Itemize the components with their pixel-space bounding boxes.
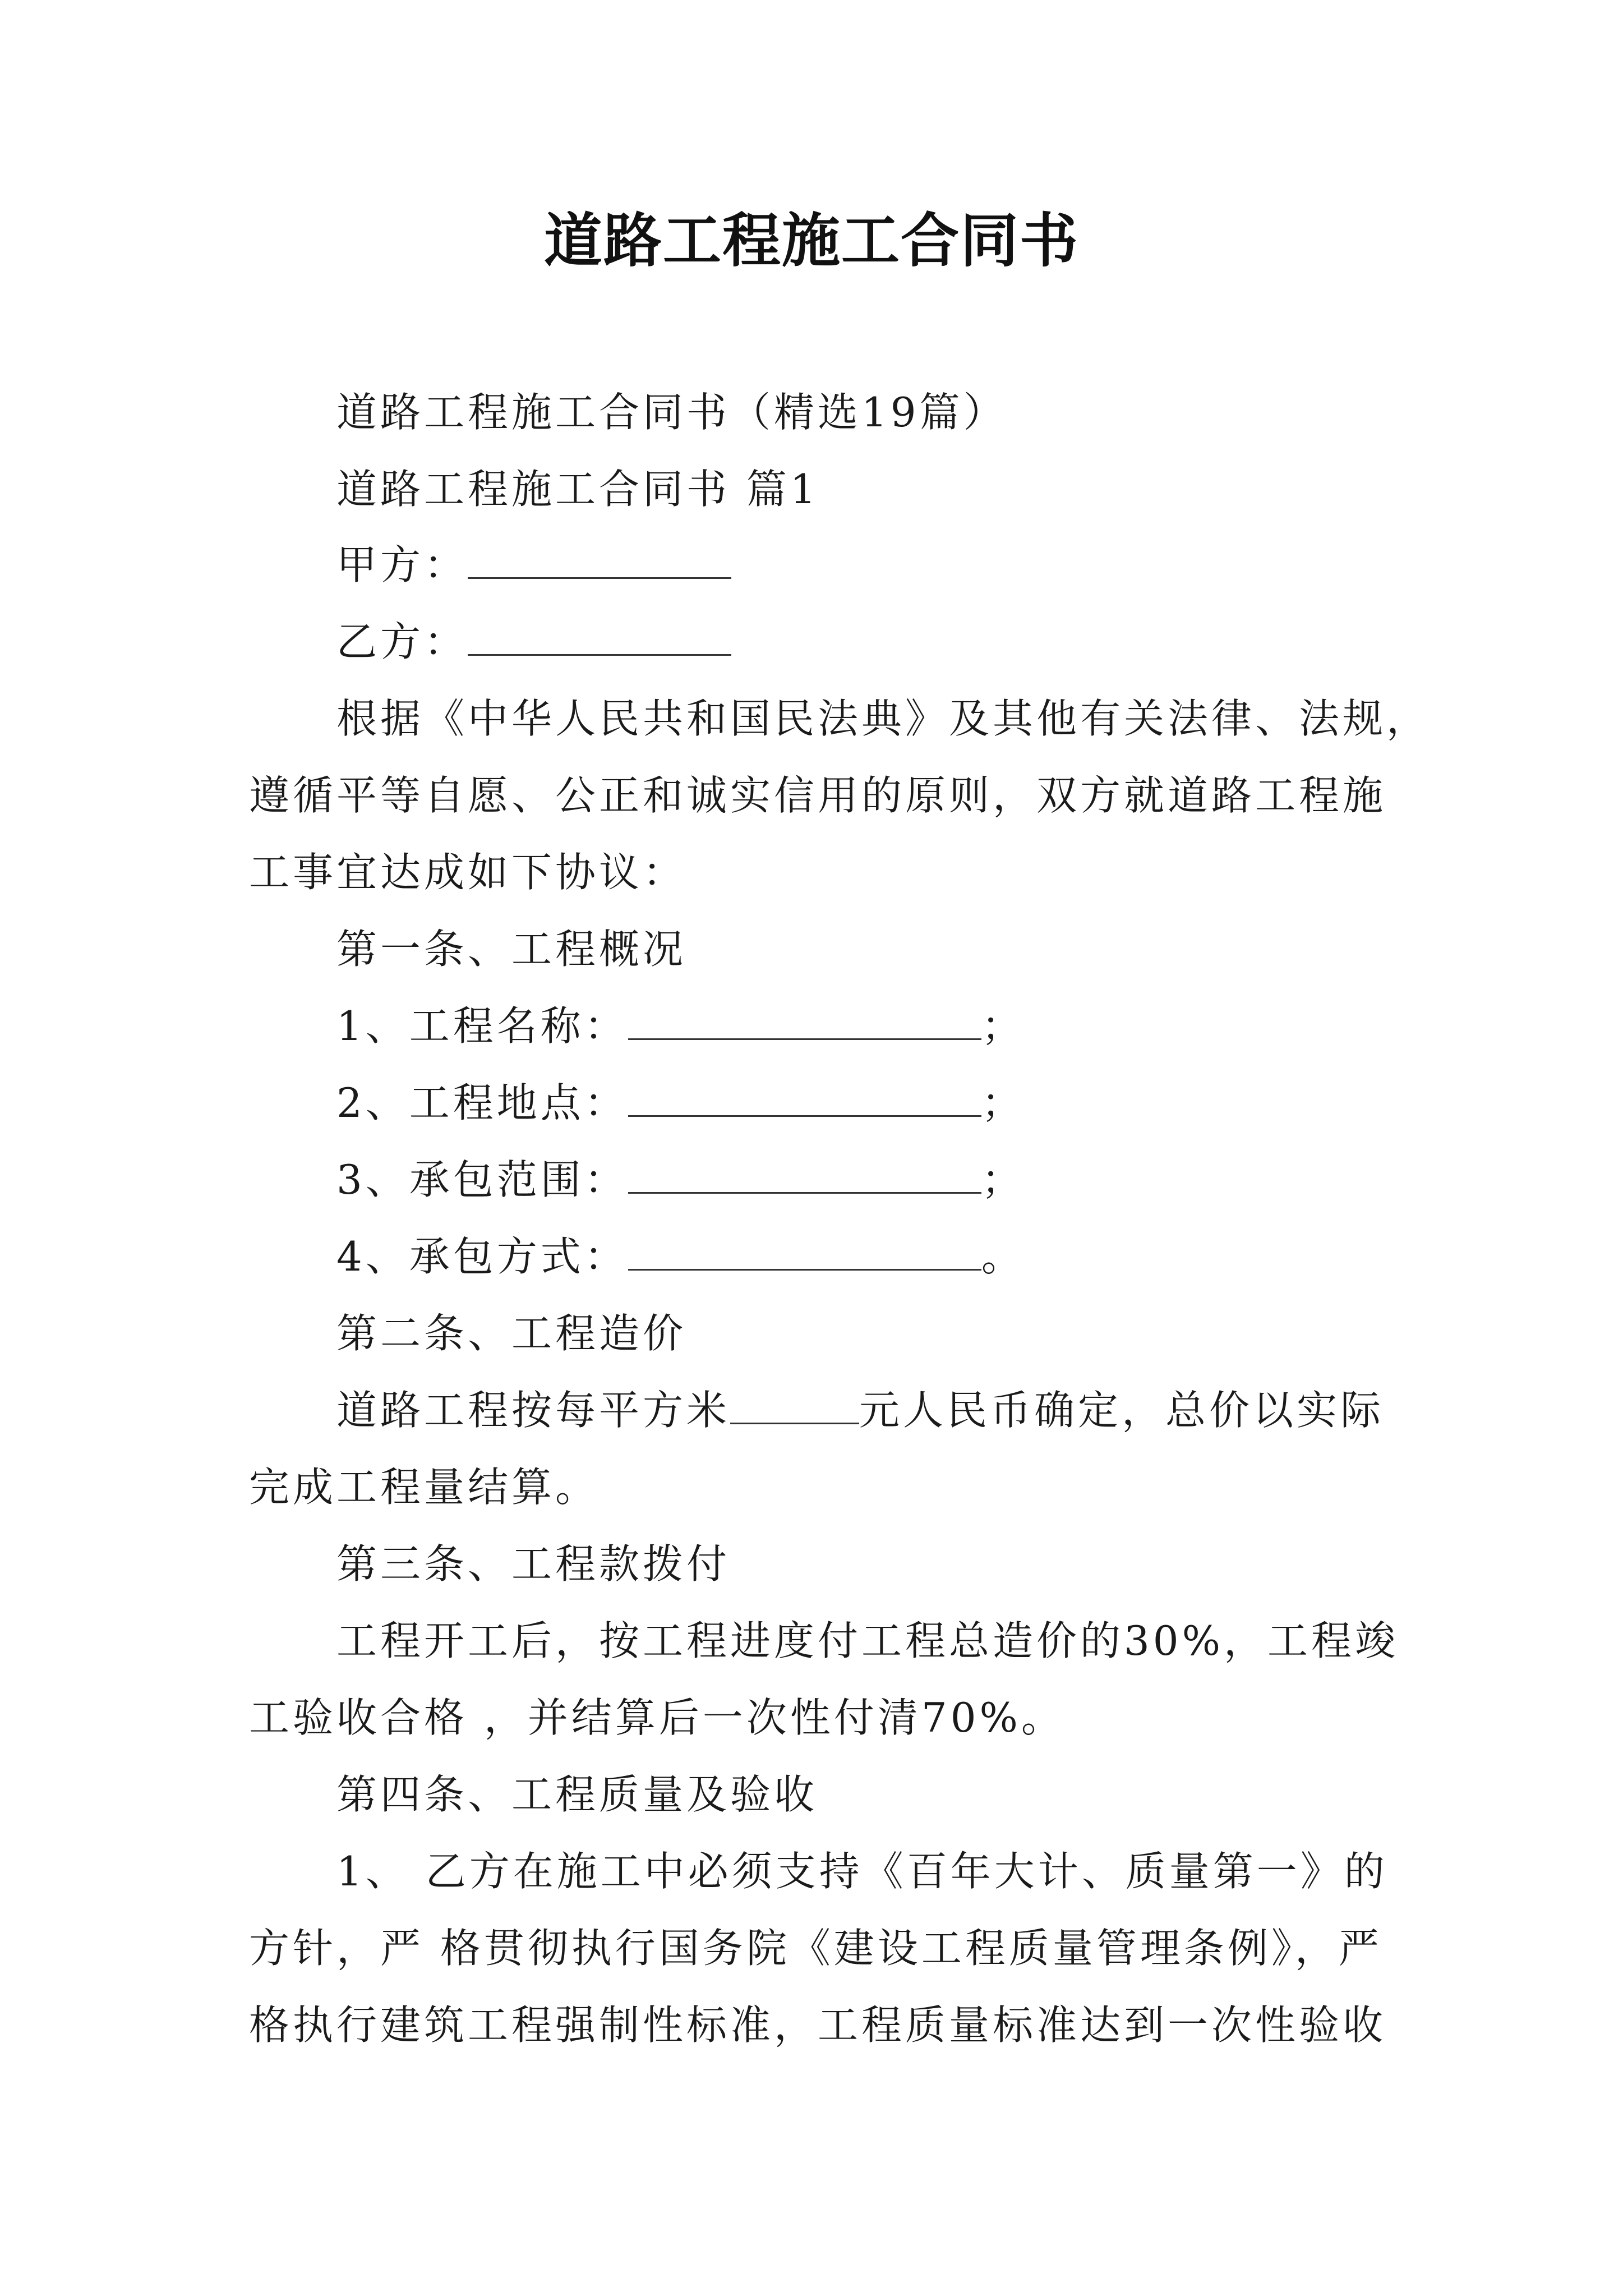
project-location-blank [628,1080,981,1117]
project-location-label: 2、工程地点： [336,1079,628,1126]
article-3-text-line-1: 工程开工后，按工程进度付工程总造价的30%，工程竣 [336,1617,1399,1664]
party-a-blank [468,542,731,579]
contract-mode-blank [628,1234,981,1271]
price-text-end: 元人民币确定，总价以实际 [859,1387,1385,1434]
article-1-heading: 第一条、工程概况 [336,926,687,973]
project-name-blank [628,1004,981,1040]
project-name-label: 1、工程名称： [336,1002,628,1050]
contract-scope-line [336,1152,1025,1208]
unit-price-blank [730,1388,859,1424]
document-title: 道路工程施工合同书 [543,206,1079,275]
contract-scope-punct: ； [981,1156,1025,1203]
contract-mode-label: 4、承包方式： [336,1233,628,1280]
contract-mode-line [336,1228,1025,1285]
price-text-start: 道路工程按每平方米 [336,1387,731,1434]
article-4-heading: 第四条、工程质量及验收 [336,1771,818,1818]
contract-mode-punct: 。 [981,1233,1025,1280]
article-3-text-line-2: 工验收合格 ，并结算后一次性付清70%。 [249,1694,1065,1741]
article-2-heading: 第二条、工程造价 [336,1310,687,1357]
party-b-line [336,614,731,670]
subtitle-part-1: 道路工程施工合同书 篇1 [336,466,819,513]
article-4-text-line-3: 格执行建筑工程强制性标准，工程质量标准达到一次性验收 [249,2001,1387,2049]
party-a-line [336,537,731,593]
article-2-text-line-2: 完成工程量结算。 [249,1464,600,1511]
preamble-line-2: 遵循平等自愿、公正和诚实信用的原则，双方就道路工程施 [249,772,1387,819]
project-name-punct: ； [981,1002,1025,1050]
preamble-line-3: 工事宜达成如下协议： [249,849,687,896]
project-location-line [336,1075,1025,1131]
party-b-label: 乙方： [336,618,468,665]
subtitle-collection: 道路工程施工合同书（精选19篇） [336,389,1007,436]
article-2-text-line-1 [336,1382,1384,1438]
preamble-line-1: 根据《中华人民共和国民法典》及其他有关法律、法规， [336,695,1431,742]
contract-scope-label: 3、承包范围： [336,1156,628,1203]
project-location-punct: ； [981,1079,1025,1126]
project-name-line [336,998,1025,1054]
article-4-text-line-1: 1、 乙方在施工中必须支持《百年大计、质量第一》的 [336,1848,1388,1895]
party-a-label: 甲方： [336,541,468,588]
article-4-text-line-2: 方针，严 格贯彻执行国务院《建设工程质量管理条例》，严 [249,1925,1382,1972]
article-3-heading: 第三条、工程款拨付 [336,1540,731,1588]
party-b-blank [468,619,731,656]
contract-scope-blank [628,1157,981,1194]
